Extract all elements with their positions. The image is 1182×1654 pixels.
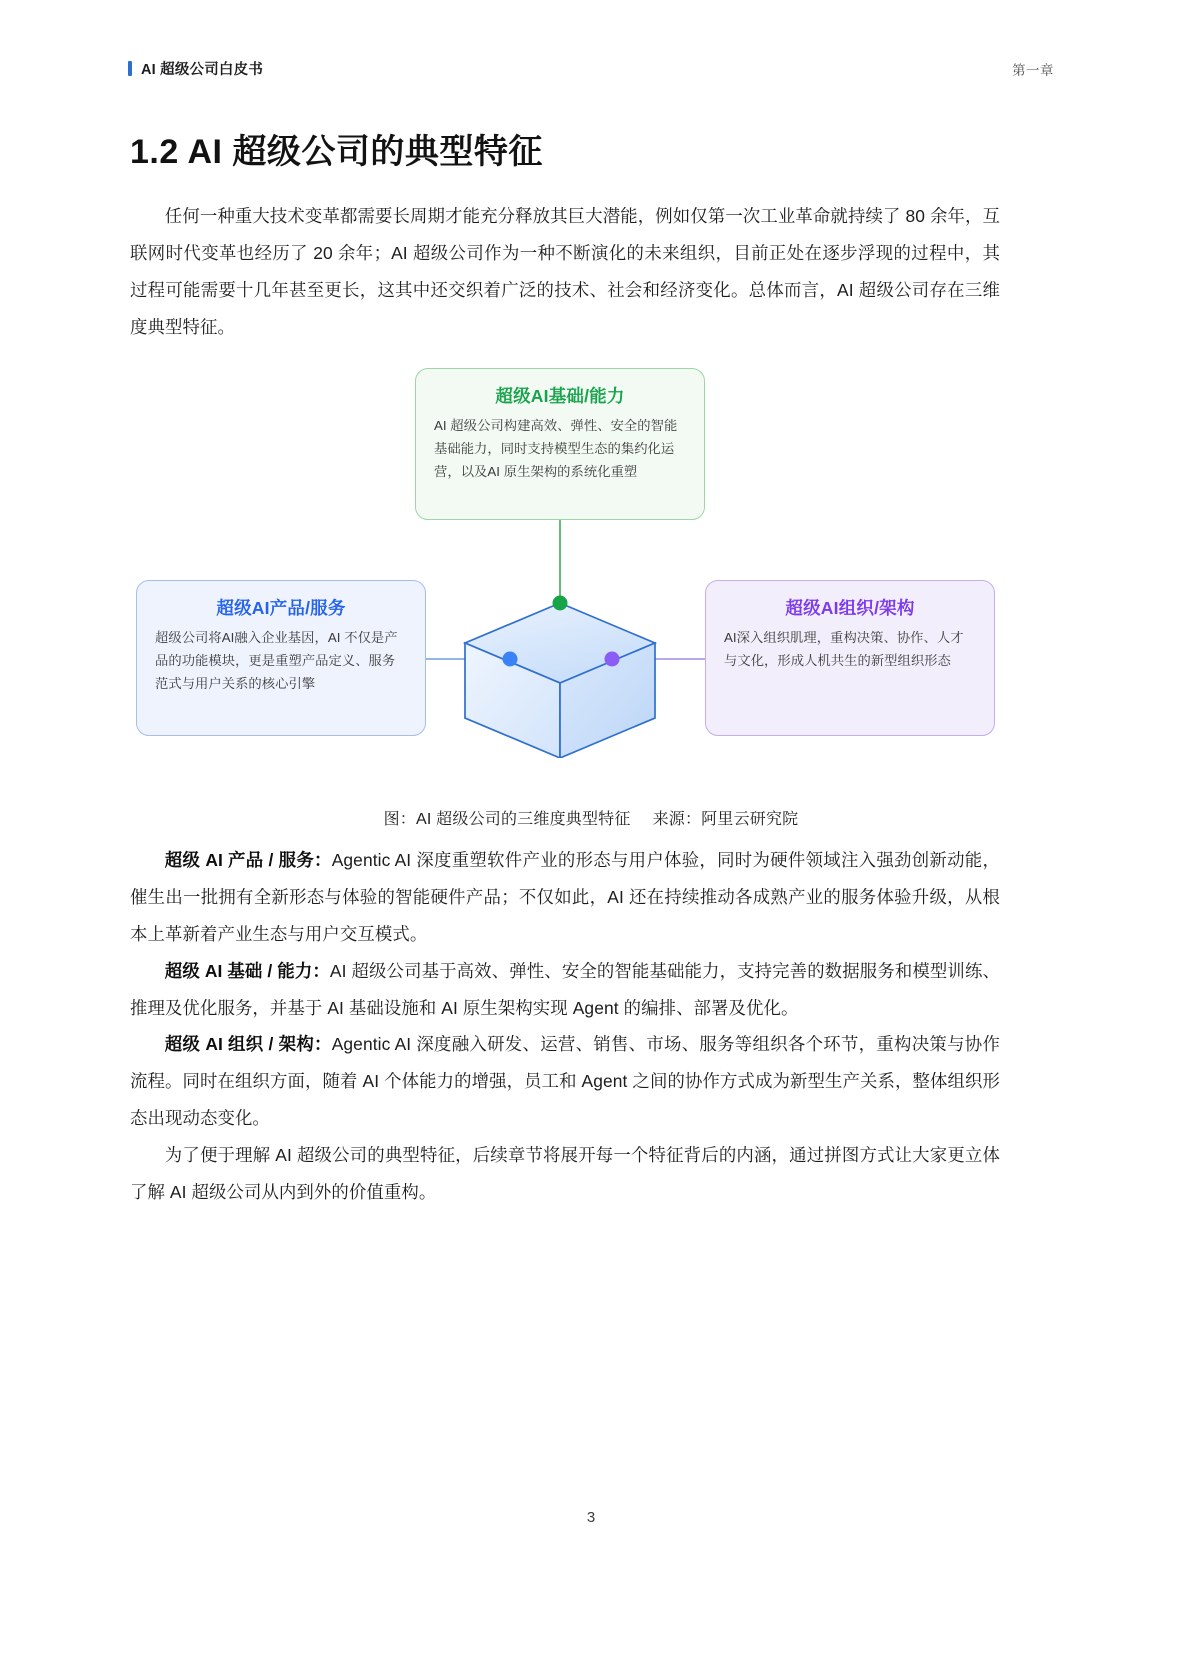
paragraph-organization-text: Agentic AI 深度融入研发、运营、销售、市场、服务等组织各个环节，重构决策与协作流程。同时在组织方面，随着 AI 个体能力的增强，员工和 Agent 之间的协作方式成为新型生产关系，整体组织形态出现动态变化。	[130, 1034, 1000, 1129]
paragraph-capability-lead: 超级 AI 基础 / 能力：	[164, 960, 330, 981]
figure-three-dimensions	[118, 358, 1018, 758]
node-product-dot	[503, 652, 518, 667]
header-chapter-label: 第一章	[1012, 62, 1054, 78]
header-left-group	[128, 58, 263, 79]
figure-caption	[0, 806, 1182, 829]
figure-box-organization-desc: AI深入组织肌理，重构决策、协作、人才与文化，形成人机共生的新型组织形态	[724, 630, 964, 668]
node-capability-dot	[553, 596, 568, 611]
figure-box-capability-title: 超级AI基础/能力	[495, 386, 625, 406]
node-organization-dot	[605, 652, 620, 667]
paragraph-organization	[130, 1026, 1000, 1137]
paragraph-product-lead: 超级 AI 产品 / 服务：	[164, 850, 332, 870]
header-document-title: AI 超级公司白皮书	[141, 62, 264, 78]
accent-bar-icon	[128, 61, 132, 76]
figure-box-organization	[705, 580, 995, 736]
figure-box-capability	[415, 368, 705, 520]
paragraph-organization-lead: 超级 AI 组织 / 架构：	[164, 1034, 332, 1055]
figure-box-capability-desc: AI 超级公司构建高效、弹性、安全的智能基础能力，同时支持模型生态的集约化运营，以及AI 原生架构的系统化重塑	[434, 418, 678, 479]
page-title: 1.2 AI 超级公司的典型特征	[130, 133, 543, 171]
isometric-cube	[465, 603, 655, 758]
paragraph-product	[130, 842, 1000, 953]
figure-box-product-title: 超级AI产品/服务	[216, 598, 346, 618]
paragraph-product-text: Agentic AI 深度重塑软件产业的形态与用户体验，同时为硬件领域注入强劲创新动能，催生出一批拥有全新形态与体验的智能硬件产品；不仅如此，AI 还在持续推动各成熟产业的服务体验升级，从根本上革新着产业生态与用户交互模式。	[130, 850, 1000, 944]
intro-paragraph: 任何一种重大技术变革都需要长周期才能充分释放其巨大潜能，例如仅第一次工业革命就持续了 80 余年，互联网时代变革也经历了 20 余年；AI 超级公司作为一种不断演化的未来组织，目前正处在逐步浮现的过程中，其过程可能需要十几年甚至更长，这其中还交织着广泛的技术、社会和经济变化。总体而言，AI 超级公司存在三维度典型特征。	[130, 206, 1000, 337]
figure-caption-text: 图：AI 超级公司的三维度典型特征	[383, 811, 631, 828]
figure-source-text: 来源：阿里云研究院	[652, 811, 799, 828]
intro-block	[130, 198, 1000, 346]
figure-box-product	[136, 580, 426, 736]
paragraph-closing: 为了便于理解 AI 超级公司的典型特征，后续章节将展开每一个特征背后的内涵，通过拼图方式让大家更立体了解 AI 超级公司从内到外的价值重构。	[130, 1145, 1000, 1203]
figure-box-organization-title: 超级AI组织/架构	[785, 598, 915, 618]
page-number: 3	[586, 1509, 596, 1526]
paragraph-capability-text: AI 超级公司基于高效、弹性、安全的智能基础能力，支持完善的数据服务和模型训练、推理及优化服务，并基于 AI 基础设施和 AI 原生架构实现 Agent 的编排、部署及优化。	[130, 960, 1000, 1018]
body-block	[130, 842, 1000, 1211]
page-header	[128, 58, 1054, 79]
paragraph-capability	[130, 953, 1000, 1027]
figure-box-product-desc: 超级公司将AI融入企业基因，AI 不仅是产品的功能模块，更是重塑产品定义、服务范式与用户关系的核心引擎	[155, 630, 398, 691]
